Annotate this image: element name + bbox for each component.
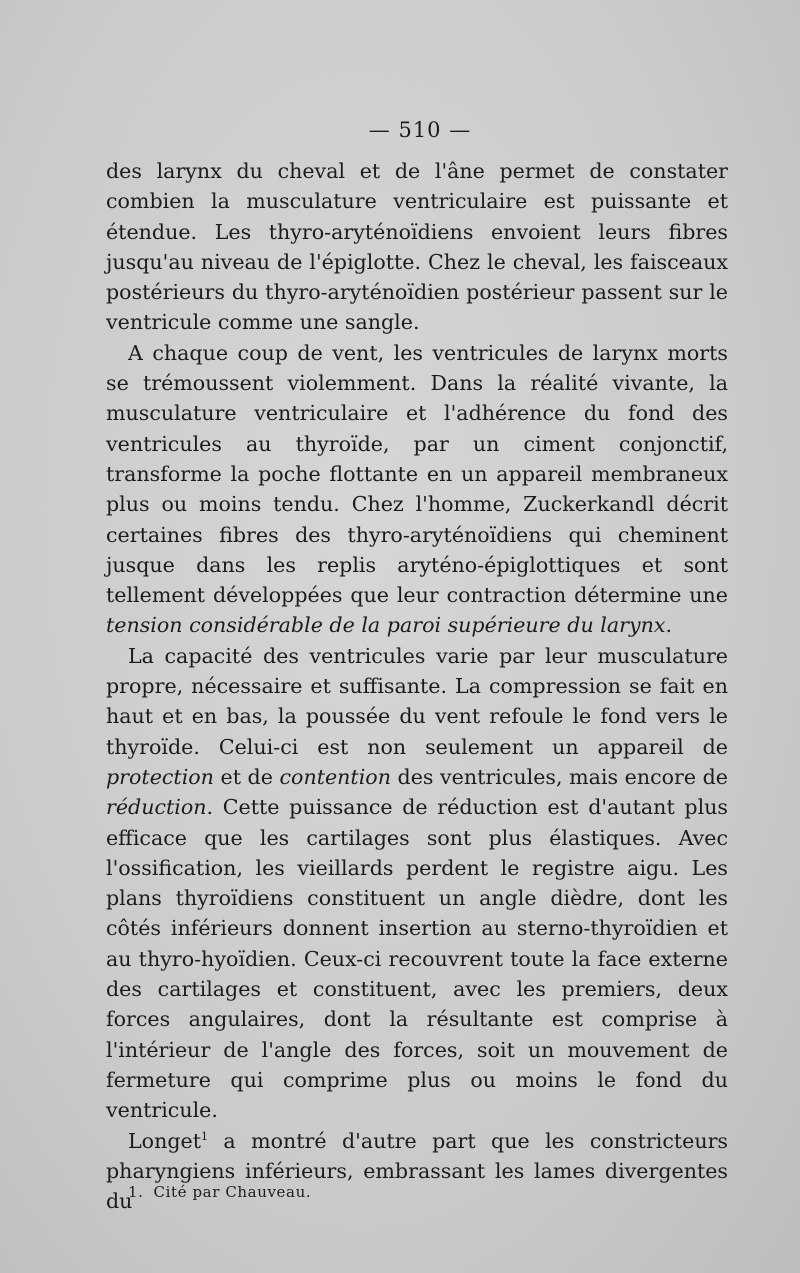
text-run: a montré d'autre part que les constricteurs pharyngiens inférieurs, embrassant les lames divergentes du (106, 1128, 728, 1214)
text-run: La capacité des ventricules varie par leur musculature propre, nécessaire et suffisante. La compression se fait en haut et en bas, la poussée du vent refoule le fond vers le thyroïde. Celui-ci est non seulement un appareil de (106, 643, 728, 759)
italic-run: contention (279, 764, 391, 789)
text-run: des larynx du cheval et de l'âne permet de constater combien la musculature ventriculaire est puissante et étendue. Les thyro-aryténoïdiens envoient leurs fibres jusqu'au niveau de l'épiglotte. Chez le cheval, les faisceaux postérieurs du thyro-aryténoïdien postérieur passent sur le ventricule comme une sangle. (106, 159, 728, 335)
footnote-number: 1. (128, 1183, 144, 1201)
paragraph-1 (106, 156, 728, 338)
footnote-text: Cité par Chauveau. (153, 1183, 312, 1201)
italic-run: réduction (106, 795, 207, 820)
text-run: . Cette puissance de réduction est d'autant plus efficace que les cartilages sont plus élastiques. Avec l'ossification, les vieillards perdent le registre aigu. Les plans thyroïdiens constituent un angle dièdre, dont les côtés inférieurs donnent insertion au sterno-thyroïdien et au thyro-hyoïdien. Ceux-ci recouvrent toute la face externe des cartilages et constituent, avec les premiers, deux forces angulaires, dont la résultante est comprise à l'intérieur de l'angle des forces, soit un mouvement de fermeture qui comprime plus ou moins le fond du ventricule. (106, 795, 728, 1123)
text-run: A chaque coup de vent, les ventricules de larynx morts se trémoussent violemment. Dans la réalité vivante, la musculature ventriculaire et l'adhérence du fond des ventricules au thyroïde, par un ciment conjonctif, transforme la poche flottante en un appareil membraneux plus ou moins tendu. Chez l'homme, Zuckerkandl décrit certaines fibres des thyro-aryténoïdiens qui cheminent jusque dans les replis aryténo-épiglottiques et sont tellement développées que leur contraction détermine une (106, 340, 728, 608)
italic-run: tension considérable de la paroi supérieure du larynx (106, 613, 666, 638)
italic-run: protection (106, 764, 214, 789)
text-run: Longet (128, 1128, 201, 1153)
text-run: et de (213, 764, 280, 789)
text-run: . (665, 613, 673, 638)
page-number: — 510 — (368, 118, 472, 142)
text-run: des ventricules, mais encore de (390, 764, 728, 789)
paragraph-3 (106, 641, 728, 1126)
body-text (106, 156, 728, 1216)
paragraph-2 (106, 338, 728, 641)
footnote-reference[interactable]: 1 (200, 1129, 208, 1143)
paragraph-4 (106, 1126, 728, 1217)
footnote (128, 1183, 728, 1201)
